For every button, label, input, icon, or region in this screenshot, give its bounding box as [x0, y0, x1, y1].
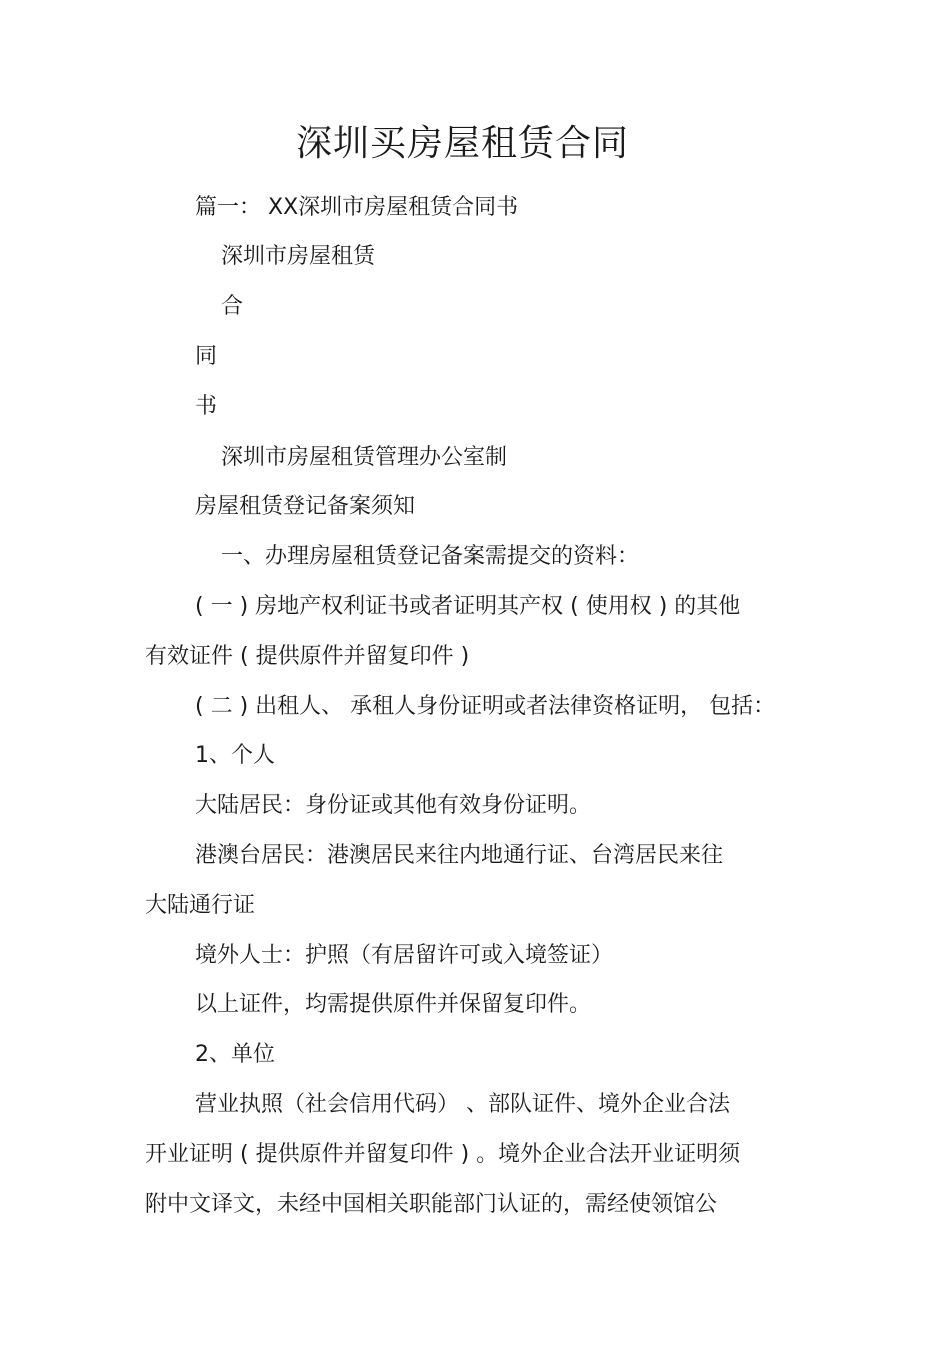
- paragraph-line: 1、个人: [195, 743, 275, 768]
- paragraph-line: 一、办理房屋租赁登记备案需提交的资料：: [221, 544, 640, 569]
- paragraph-line: 同: [195, 344, 218, 369]
- paragraph-line: 大陆居民：身份证或其他有效身份证明。: [195, 793, 592, 818]
- paragraph-line: ( 二 ) 出租人、 承租人身份证明或者法律资格证明， 包括：: [195, 694, 776, 719]
- paragraph-line: 大陆通行证: [145, 893, 256, 918]
- paragraph-line: 开业证明 ( 提供原件并留复印件 ) 。境外企业合法开业证明须: [145, 1142, 741, 1167]
- paragraph-line: 境外人士：护照（有居留许可或入境签证）: [195, 943, 614, 968]
- document-title: 深圳买房屋租赁合同: [295, 123, 629, 164]
- paragraph-line: ( 一 ) 房地产权利证书或者证明其产权 ( 使用权 ) 的其他: [195, 594, 741, 619]
- section-heading: 篇一： XX深圳市房屋租赁合同书: [195, 195, 519, 220]
- paragraph-line: 书: [195, 394, 218, 419]
- paragraph-line: 深圳市房屋租赁: [221, 244, 376, 269]
- paragraph-line: 营业执照（社会信用代码） 、部队证件、境外企业合法: [195, 1092, 730, 1117]
- paragraph-line: 2、单位: [195, 1042, 275, 1067]
- paragraph-line: 深圳市房屋租赁管理办公室制: [221, 445, 508, 470]
- paragraph-line: 以上证件，均需提供原件并保留复印件。: [195, 992, 592, 1017]
- paragraph-line: 有效证件 ( 提供原件并留复印件 ): [145, 644, 470, 669]
- paragraph-line: 港澳台居民：港澳居民来往内地通行证、台湾居民来往: [195, 843, 724, 868]
- subheading: 房屋租赁登记备案须知: [195, 494, 416, 519]
- paragraph-line: 附中文译文，未经中国相关职能部门认证的，需经使领馆公: [145, 1192, 718, 1217]
- paragraph-line: 合: [221, 294, 244, 319]
